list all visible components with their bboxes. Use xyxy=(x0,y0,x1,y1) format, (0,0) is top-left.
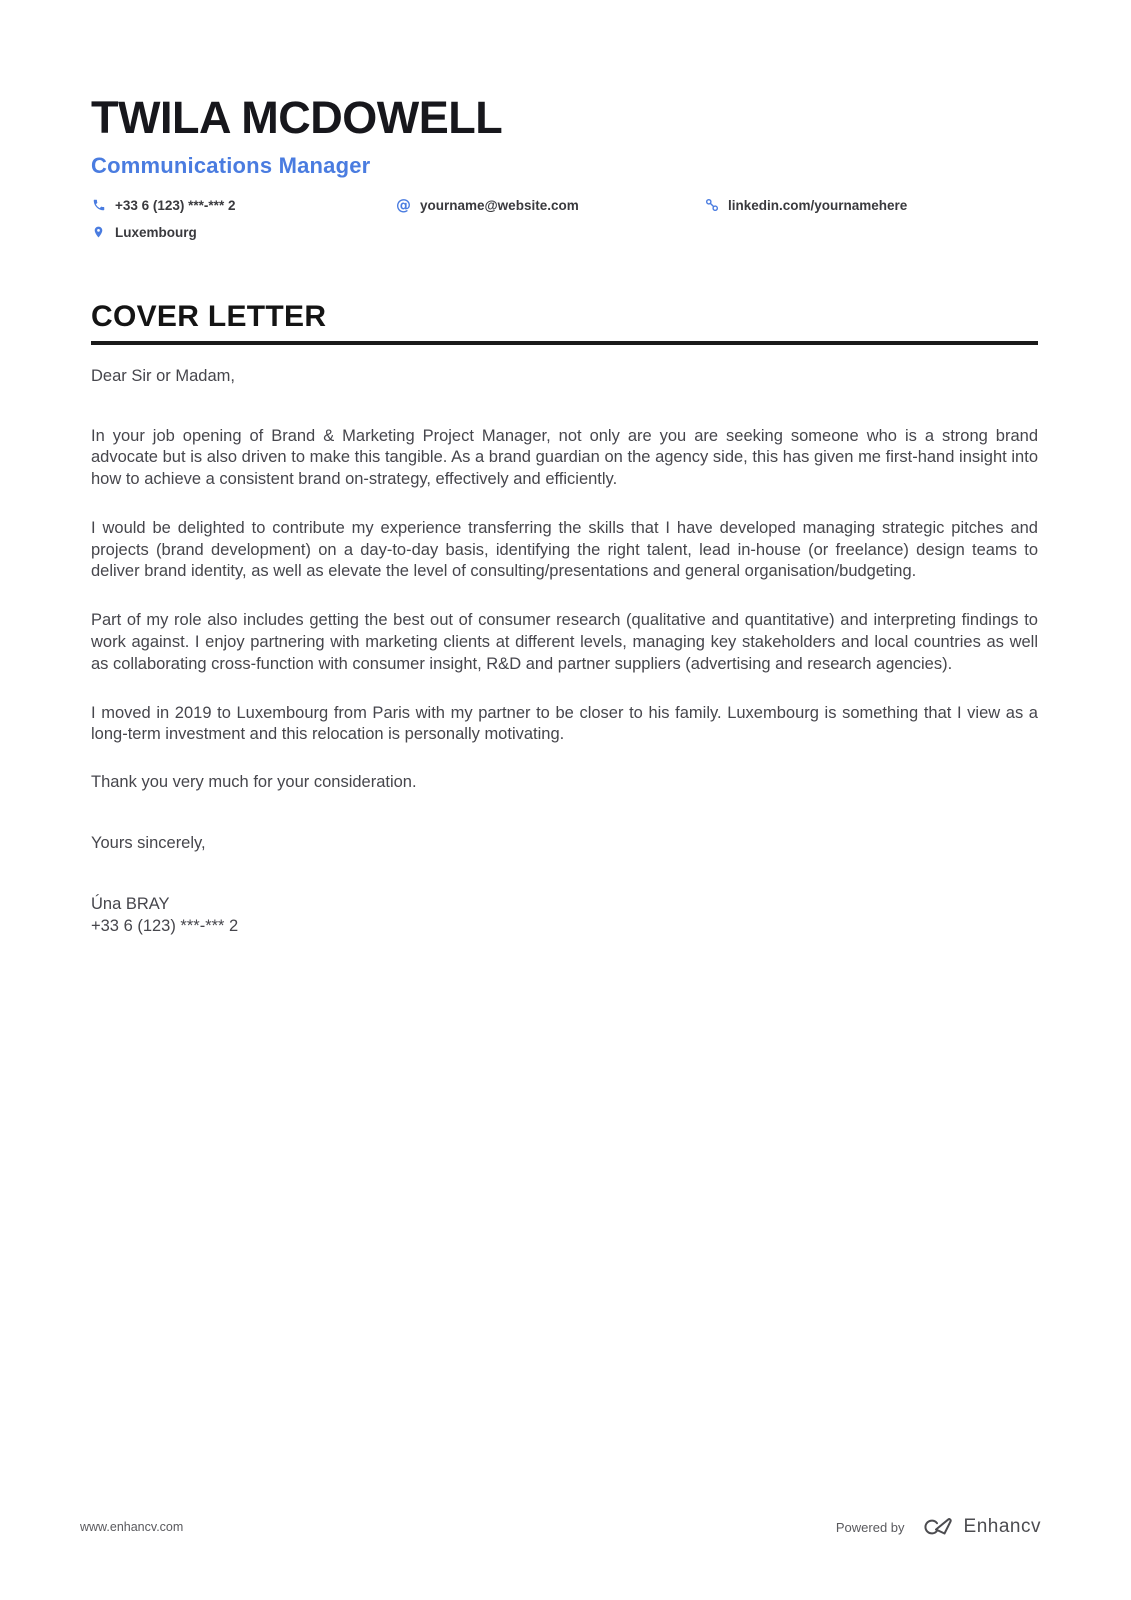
phone-icon xyxy=(91,198,106,213)
footer-website-link[interactable]: www.enhancv.com xyxy=(80,1520,184,1534)
location-icon xyxy=(91,225,106,240)
thanks-line: Thank you very much for your consideration. xyxy=(91,773,417,792)
powered-by-label: Powered by xyxy=(835,1519,905,1535)
contact-linkedin[interactable] xyxy=(704,196,1034,214)
signature-block xyxy=(91,894,1038,938)
letter-paragraph: I moved in 2019 to Luxembourg from Paris with my partner to be closer to his family. Luxembourg is something that I view as a long-term investment and this relocation is personally motivating. xyxy=(91,703,1038,744)
email-icon: @ xyxy=(396,195,411,214)
link-icon xyxy=(704,198,719,213)
contact-phone-text: +33 6 (123) ***-*** 2 xyxy=(115,197,236,213)
contact-phone xyxy=(91,196,396,214)
closing-line: Yours sincerely, xyxy=(91,834,206,853)
cover-letter-section xyxy=(91,300,1038,938)
header xyxy=(91,92,1038,250)
contact-location-text: Luxembourg xyxy=(115,224,197,240)
signature-name: Úna BRAY xyxy=(91,895,170,914)
contact-location xyxy=(91,223,396,241)
greeting: Dear Sir or Madam, xyxy=(91,366,235,385)
page-footer xyxy=(80,1516,1041,1538)
letter-paragraph: I would be delighted to contribute my experience transferring the skills that I have developed managing strategic pitches and projects (brand development) on a day-to-day basis, identifying the right talent, lead in-house (or freelance) design teams to deliver brand identity, as well as elevate the level of consulting/presentations and general organisation/budgeting. xyxy=(91,518,1038,581)
enhancv-logo-icon xyxy=(919,1516,957,1538)
signature-phone: +33 6 (123) ***-*** 2 xyxy=(91,917,239,936)
section-title: COVER LETTER xyxy=(91,300,327,333)
enhancv-logo[interactable] xyxy=(919,1516,1041,1538)
section-divider xyxy=(91,341,1038,345)
letter-paragraph: Part of my role also includes getting the best out of consumer research (qualitative and quantitative) and interpreting findings to work against. I enjoy partnering with marketing clients at different levels, managing key stakeholders and local countries as well as collaborating cross-function with consumer insight, R&D and partner suppliers (advertising and research agencies). xyxy=(91,611,1038,673)
letter-paragraph: In your job opening of Brand & Marketing Project Manager, not only are you are seeking someone who is a strong brand advocate but is also driven to make this tangible. As a brand guardian on the agency side, this has given me first-hand insight into how to achieve a consistent brand on-strategy, effectively and efficiently. xyxy=(91,426,1038,489)
person-name: TWILA MCDOWELL xyxy=(91,92,503,143)
enhancv-brand-name: Enhancv xyxy=(963,1516,1041,1537)
powered-by[interactable] xyxy=(836,1516,1041,1538)
contact-linkedin-text[interactable]: linkedin.com/yournamehere xyxy=(728,197,908,213)
contact-info xyxy=(91,196,1038,250)
job-title: Communications Manager xyxy=(91,153,371,178)
contact-email-text[interactable]: yourname@website.com xyxy=(420,197,579,213)
contact-email[interactable] xyxy=(396,196,704,214)
